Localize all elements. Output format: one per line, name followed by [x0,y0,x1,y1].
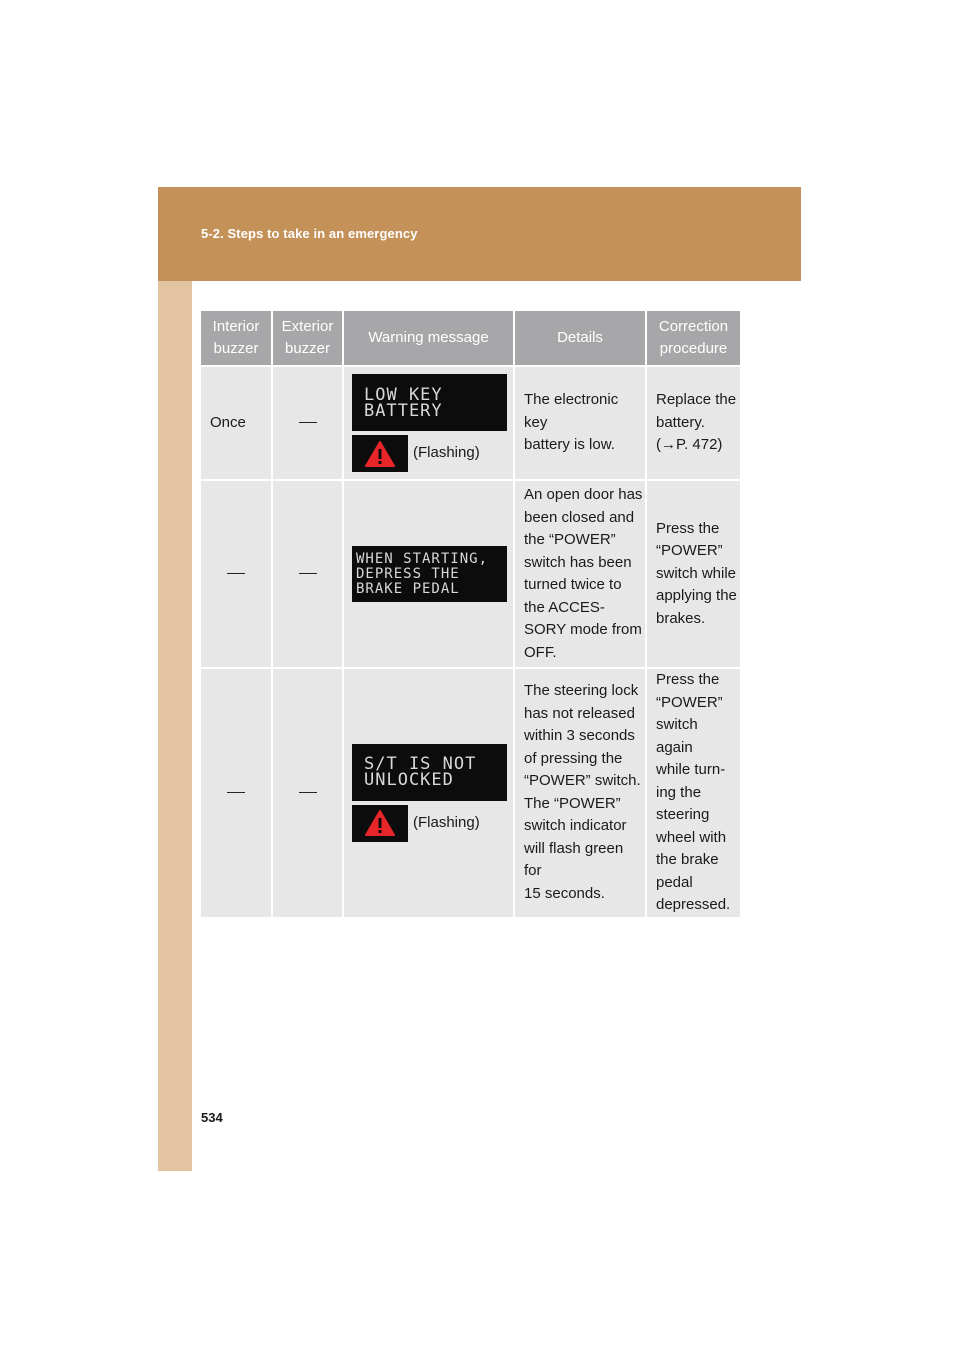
dash-mark [299,422,317,423]
correction-cell: Press the “POWER” switch while applying the brakes. [646,480,740,668]
header-correction-procedure: Correction procedure [646,311,740,366]
exterior-buzzer-cell [272,366,343,480]
dash-mark [299,573,317,574]
warning-message-cell [343,480,514,668]
exterior-buzzer-cell [272,480,343,668]
section-title: 5-2. Steps to take in an emergency [201,226,418,241]
header-warning-message: Warning message [343,311,514,366]
warning-message-cell [343,668,514,917]
details-cell: The electronic key battery is low. [514,366,646,480]
header-exterior-buzzer: Exterior buzzer [272,311,343,366]
warning-table [201,311,740,917]
warning-message-cell [343,366,514,480]
flashing-label: (Flashing) [413,444,480,462]
dash-mark [299,792,317,793]
exterior-buzzer-cell [272,668,343,917]
table-row [201,480,740,668]
details-cell: The steering lock has not released within 3 seconds of pressing the “POWER” switch. The “POWER” switch indicator will flash green for 15 seconds. [514,668,646,917]
dash-mark [227,792,245,793]
lcd-display: LOW KEY BATTERY [352,374,507,431]
correction-cell: Press the “POWER” switch again while turn- ing the steering wheel with the brake pedal depressed. [646,668,740,917]
flashing-indicator [352,435,513,472]
warning-triangle-icon [352,435,408,472]
interior-buzzer-cell [201,480,272,668]
dash-mark [227,573,245,574]
details-cell: An open door has been closed and the “POWER” switch has been turned twice to the ACCES- SORY mode from OFF. [514,480,646,668]
header-interior-buzzer: Interior buzzer [201,311,272,366]
page-number: 534 [201,1110,223,1125]
warning-triangle-icon [352,805,408,842]
flashing-indicator [352,805,513,842]
lcd-display: WHEN STARTING, DEPRESS THE BRAKE PEDAL [352,546,507,602]
table-row [201,668,740,917]
table-header-row [201,311,740,366]
side-margin-strip [158,281,192,1171]
flashing-label: (Flashing) [413,814,480,831]
interior-buzzer-cell [201,668,272,917]
lcd-display: S/T IS NOT UNLOCKED [352,744,507,801]
interior-buzzer-cell: Once [201,366,272,480]
table-row [201,366,740,480]
header-details: Details [514,311,646,366]
correction-cell: Replace the battery. (→P. 472) [646,366,740,480]
